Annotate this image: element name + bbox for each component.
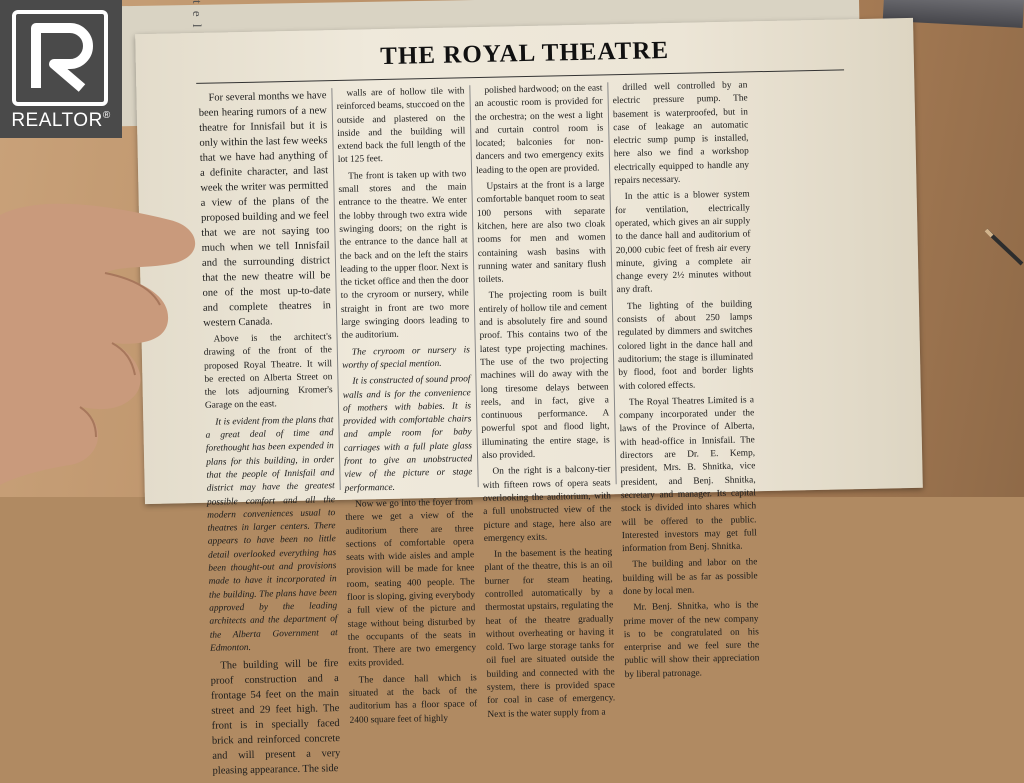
paragraph: The Royal Theatres Limited is a company incorporated under the laws of the Province of Alberta, with head-office in Innisfail. The directors are Dr. E. Kemp, president, Mrs. B. Shnitka, vice president, and Benj. Shnitka, secretary and manager. Its capital stock is divided into shares which will be offered to the public. Interested investors may get full information from Benj. Shnitka. bbox=[619, 395, 757, 555]
realtor-watermark bbox=[0, 0, 122, 138]
paragraph: The building and labor on the building will be as far as possible done by local men. bbox=[622, 557, 758, 598]
hand bbox=[0, 185, 240, 497]
pencil-icon bbox=[984, 228, 1024, 268]
realtor-wordmark bbox=[0, 110, 122, 132]
article-column-4 bbox=[612, 79, 760, 685]
paragraph: Upstairs at the front is a large comfortable banquet room to seat 100 persons with separate kitchen, here are also two cloak rooms for men and women containing wash basins with running water and sanitary flush toilets. bbox=[476, 179, 607, 286]
paragraph: In the basement is the heating plant of the theatre, this is an oil burner for steam heating, controlled automatically by a thermostat upstairs, regulating the heat of the theatre gradually without overheating or having it cold. Two large storage tanks for oil fuel are situated outside the building and connected with the system, there is provided space for coal in case of emergency. Next is the water supply from a bbox=[484, 547, 616, 720]
newspaper-page bbox=[135, 18, 923, 777]
paragraph: On the right is a balcony-tier with fifteen rows of opera seats overlooking the auditorium, with a full unobstructed view of the picture and stage, here also are emergency exits. bbox=[482, 464, 612, 544]
article-column-2 bbox=[336, 85, 477, 730]
registered-mark: ® bbox=[102, 110, 111, 121]
article-column-3 bbox=[474, 82, 615, 724]
paragraph: For several months we have been hearing rumors of a new theatre for Innisfail but it is only within the last few weeks that we have had anything of a definite character, and last week the writer was permitted a view of the plans of the proposed building and we feel that we are not saying too much when we tell Innisfail and the surrounding district that the new theatre will be one of the most up-to-date and complete theatres in western Canada. bbox=[198, 90, 332, 329]
paragraph: The dance hall which is situated at the back of the auditorium has a floor space of 2400 square feet of highly bbox=[348, 672, 478, 726]
paragraph: It is evident from the plans that a great deal of time and forethought has been expended in plans for this building, in order that the people of Innisfail and district may have the greatest possible comfort and all the modern conveniences usual to theatres in larger centers. There appears to have been no little detail overlooked everything has been thought-out and provisions made to have it incorporated in the building. The plans have been approved by the leading architects and the department of the Alberta Government at Edmonton. bbox=[205, 414, 338, 654]
paragraph: Now we go into the foyer from there we get a view of the auditorium there are three sections of comfortable opera seats with wide aisles and ample provision will be made for knee room, seating 400 people. The floor is sloping, giving everybody a full view of the picture and stage without being disturbed by the occupants of the seats in front. There are two emergency exits provided. bbox=[345, 497, 477, 670]
paragraph: walls are of hollow tile with reinforced beams, stuccoed on the outside and plastered on the inside and the building will extend back the full length of the lot 125 feet. bbox=[336, 86, 466, 166]
paragraph: Above is the architect's drawing of the front of the proposed Royal Theatre. It will be erected on Alberta Street on the lots adjourning Kromer's Garage on the east. bbox=[203, 332, 333, 412]
paragraph: The building will be fire proof construction and a frontage 54 feet on the main street and 29 feet high. The front is in specially faced brick and reinforced concrete and will present a very pleasing appearance. The side bbox=[210, 658, 341, 777]
article-title: THE ROYAL THEATRE bbox=[379, 37, 670, 71]
paragraph: The front is taken up with two small stores and the main entrance to the theatre. We enter the lobby through two extra wide swinging doors; on the right is the entrance to the dance hall at the back and on the left the stairs leading to the upper floor. Next is the ticket office and then the door to the cryroom or nursery, while straight in front are two more large swinging doors leading to the auditorium. bbox=[338, 169, 470, 342]
paragraph: drilled well controlled by an electric pressure pump. The basement is waterproofed, but in case of leakage an automatic electric sump pump is installed, here also we find a workshop electrically equipped to handle any repairs necessary. bbox=[612, 80, 750, 187]
paragraph: The cryroom or nursery is worthy of special mention. bbox=[342, 344, 470, 371]
paragraph: The projecting room is built entirely of hollow tile and cement and is absolutely fire and sound proof. This contains two of the latest type projecting machines. The use of the two projecting machines will do away with the long tiresome delays between reels, and in fact, give a continuous performance. A powerful spot and flood light, illuminating the entire stage, is also provided. bbox=[478, 288, 610, 462]
realtor-logo-icon bbox=[14, 12, 106, 104]
realtor-text: REALTOR bbox=[11, 110, 103, 131]
paragraph: The lighting of the building consists of about 250 lamps regulated by dimmers and switches colored light in the dance hall and auditorium; the stage is illuminated by flood, foot and border lights with colored effects. bbox=[617, 299, 754, 392]
paragraph: Mr. Benj. Shnitka, who is the prime mover of the new company is to be congratulated on his enterprise and we feel sure the public will show their appreciation by liberal patronage. bbox=[623, 600, 760, 680]
paragraph: polished hardwood; on the east an acoustic room is provided for the orchestra; on the west a light and curtain control room is located; balconies for non-dancers and two emergency exits leading to the open are provided. bbox=[474, 83, 604, 176]
paragraph: It is constructed of sound proof walls and is for the convenience of mothers with babies. It is provided with comfortable chairs and ample room for baby carriages with a full plate glass front to give an unobstructed view of the picture or stage performance. bbox=[342, 374, 473, 494]
paragraph: In the attic is a blower system for ventilation, electrically operated, which gives an air supply to the dance hall and auditorium of 20,000 cubic feet of fresh air every minute, giving a complete air change every 2½ minutes without any draft. bbox=[614, 189, 752, 296]
